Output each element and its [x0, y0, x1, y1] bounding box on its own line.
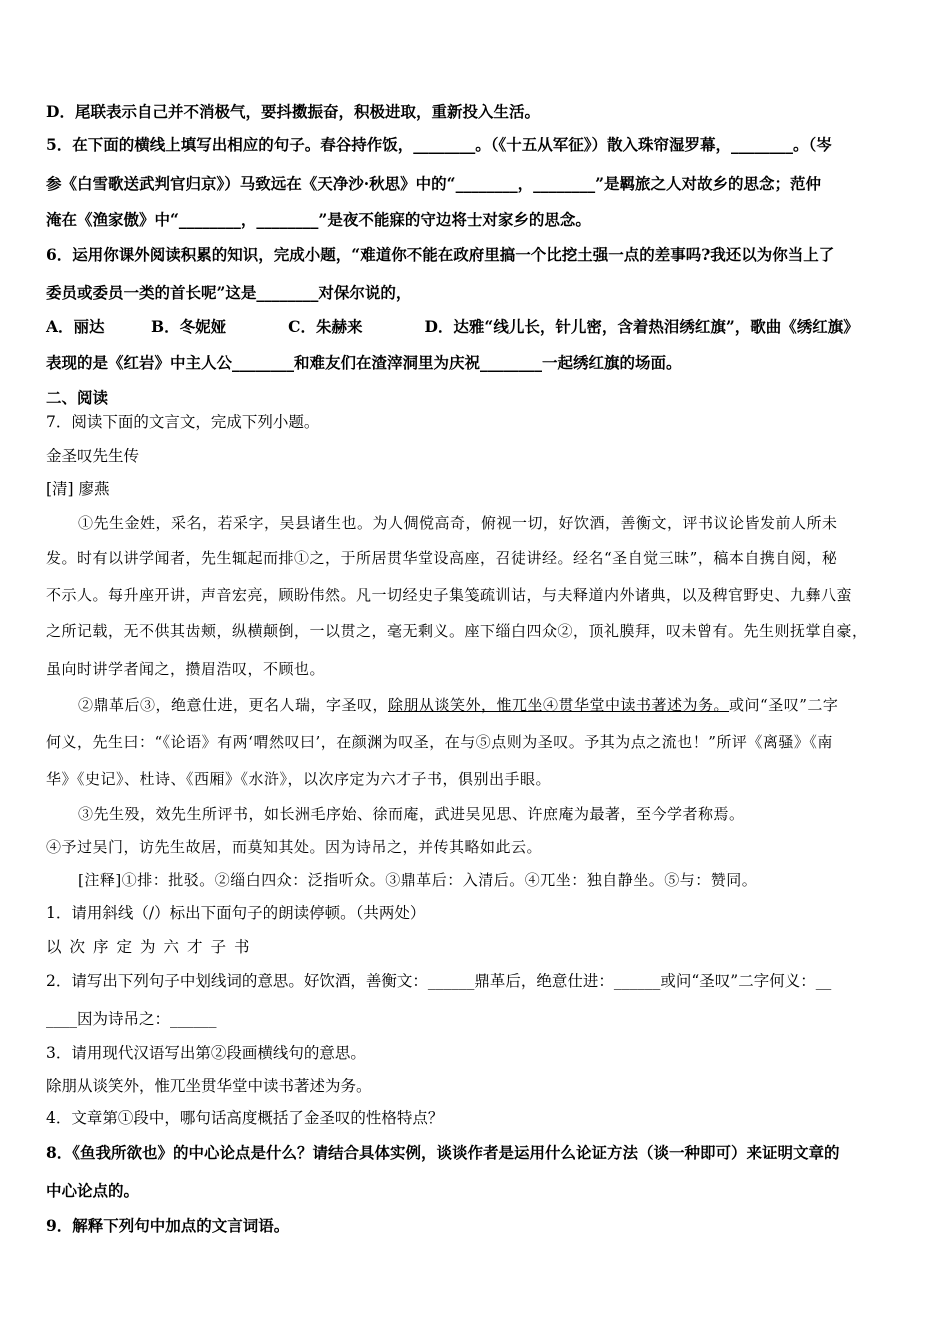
- q6-line-3: A．丽达 B．冬妮娅 C．朱赫来 D．达雅“线儿长，针儿密，含着热泪绣红旗”，歌曲《绣红旗》: [46, 317, 859, 336]
- q9-line-1: 9．解释下列句中加点的文言词语。: [46, 1216, 290, 1235]
- q7-sub-3: 3．请用现代汉语写出第②段画横线句的意思。: [46, 1044, 366, 1062]
- q6-line-2: 委员或委员一类的首长呢”这是________对保尔说的，: [46, 283, 412, 302]
- q7-sub-2-line-1: 2．请写出下列句子中划线词的意思。好饮酒，善衡文：______鼎革后，绝意仕进：______或问“圣叹”二字何义：__: [46, 972, 832, 990]
- q8-line-2: 中心论点的。: [46, 1181, 140, 1200]
- q7-sub-1-sentence: 以次序定为六才子书: [46, 938, 258, 956]
- underlined-sentence: 除朋从谈笑外，惟兀坐④贯华堂中读书著述为务。: [388, 696, 730, 714]
- passage-paragraph-2-line-3: 华》《史记》、杜诗、《西厢》《水浒》，以次序定为六才子书，俱别出手眼。: [46, 770, 552, 788]
- q8-line-1: 8．《鱼我所欲也》的中心论点是什么？请结合具体实例，谈谈作者是运用什么论证方法（谈一种即可）来证明文章的: [46, 1143, 840, 1162]
- q6-line-4: 表现的是《红岩》中主人公________和难友们在渣滓洞里为庆祝________一起绣红旗的场面。: [46, 353, 682, 372]
- q7-intro: 7．阅读下面的文言文，完成下列小题。: [46, 413, 320, 431]
- passage-paragraph-1-line-5: 虽向时讲学者闻之，攒眉浩叹，不顾也。: [46, 660, 326, 678]
- passage-notes: [注释]①排：批驳。②缁白四众：泛指听众。③鼎革后：入清后。④兀坐：独自静坐。⑤与：赞同。: [78, 871, 758, 889]
- q5-line-1: 5．在下面的横线上填写出相应的句子。春谷持作饭，________。（《十五从军征》）散入珠帘湿罗幕，________。（岑: [46, 135, 832, 154]
- passage-paragraph-4: ④予过吴门，访先生故居，而莫知其处。因为诗吊之，并传其略如此云。: [46, 838, 543, 856]
- q7-sub-2-line-2: ____因为诗吊之：______: [46, 1010, 217, 1028]
- passage-paragraph-2-line-2: 何义，先生曰：“《论语》有两‘喟然叹曰’，在颜渊为叹圣，在与⑤点则为圣叹。予其为点之流也！”所评《离骚》《南: [46, 733, 833, 751]
- q6-line-1: 6．运用你课外阅读积累的知识，完成小题，“难道你不能在政府里搞一个比挖土强一点的差事吗?我还以为你当上了: [46, 245, 835, 264]
- passage-author: [清] 廖燕: [46, 480, 110, 498]
- passage-paragraph-3: ③先生殁，效先生所评书，如长洲毛序始、徐而庵，武进吴见思、许庶庵为最著，至今学者称焉。: [78, 805, 745, 823]
- passage-title: 金圣叹先生传: [46, 447, 140, 465]
- passage-paragraph-1-line-2: 发。时有以讲学闻者，先生辄起而排①之，于所居贯华堂设高座，召徒讲经。经名“圣自觉三昧”，稿本自携自阅，秘: [46, 549, 838, 567]
- paragraph-2-tail: 或问“圣叹”二字: [729, 696, 839, 714]
- passage-paragraph-1-line-1: ①先生金姓，采名，若采字，吴县诸生也。为人倜傥高奇，俯视一切，好饮酒，善衡文，评书议论皆发前人所未: [78, 514, 838, 532]
- q7-sub-3-sentence: 除朋从谈笑外，惟兀坐贯华堂中读书著述为务。: [46, 1077, 372, 1095]
- section-heading-reading: 二、阅读: [46, 388, 109, 407]
- passage-paragraph-1-line-3: 不示人。每升座开讲，声音宏亮，顾盼伟然。凡一切经史子集笺疏训诂，与夫释道内外诸典，以及稗官野史、九彝八蛮: [46, 586, 853, 604]
- passage-paragraph-1-line-4: 之所记载，无不供其齿颊，纵横颠倒，一以贯之，毫无剩义。座下缁白四众②，顶礼膜拜，叹未曾有。先生则抚掌自豪，: [46, 622, 868, 640]
- q5-line-2: 参《白雪歌送武判官归京》）马致远在《天净沙·秋思》中的“________，________”是羁旅之人对故乡的思念；范仲: [46, 174, 821, 193]
- q7-sub-1: 1．请用斜线（/）标出下面句子的朗读停顿。（共两处）: [46, 904, 426, 922]
- q5-line-3: 淹在《渔家傲》中“________，________”是夜不能寐的守边将士对家乡的思念。: [46, 210, 591, 229]
- passage-paragraph-2-line-1: [78, 694, 910, 716]
- paragraph-2-lead: ②鼎革后③，绝意仕进，更名人瑞，字圣叹，: [78, 696, 389, 714]
- q4-option-d: D．尾联表示自己并不消极气，要抖擞振奋，积极进取，重新投入生活。: [46, 102, 540, 121]
- q7-sub-4: 4．文章第①段中，哪句话高度概括了金圣叹的性格特点？: [46, 1109, 444, 1127]
